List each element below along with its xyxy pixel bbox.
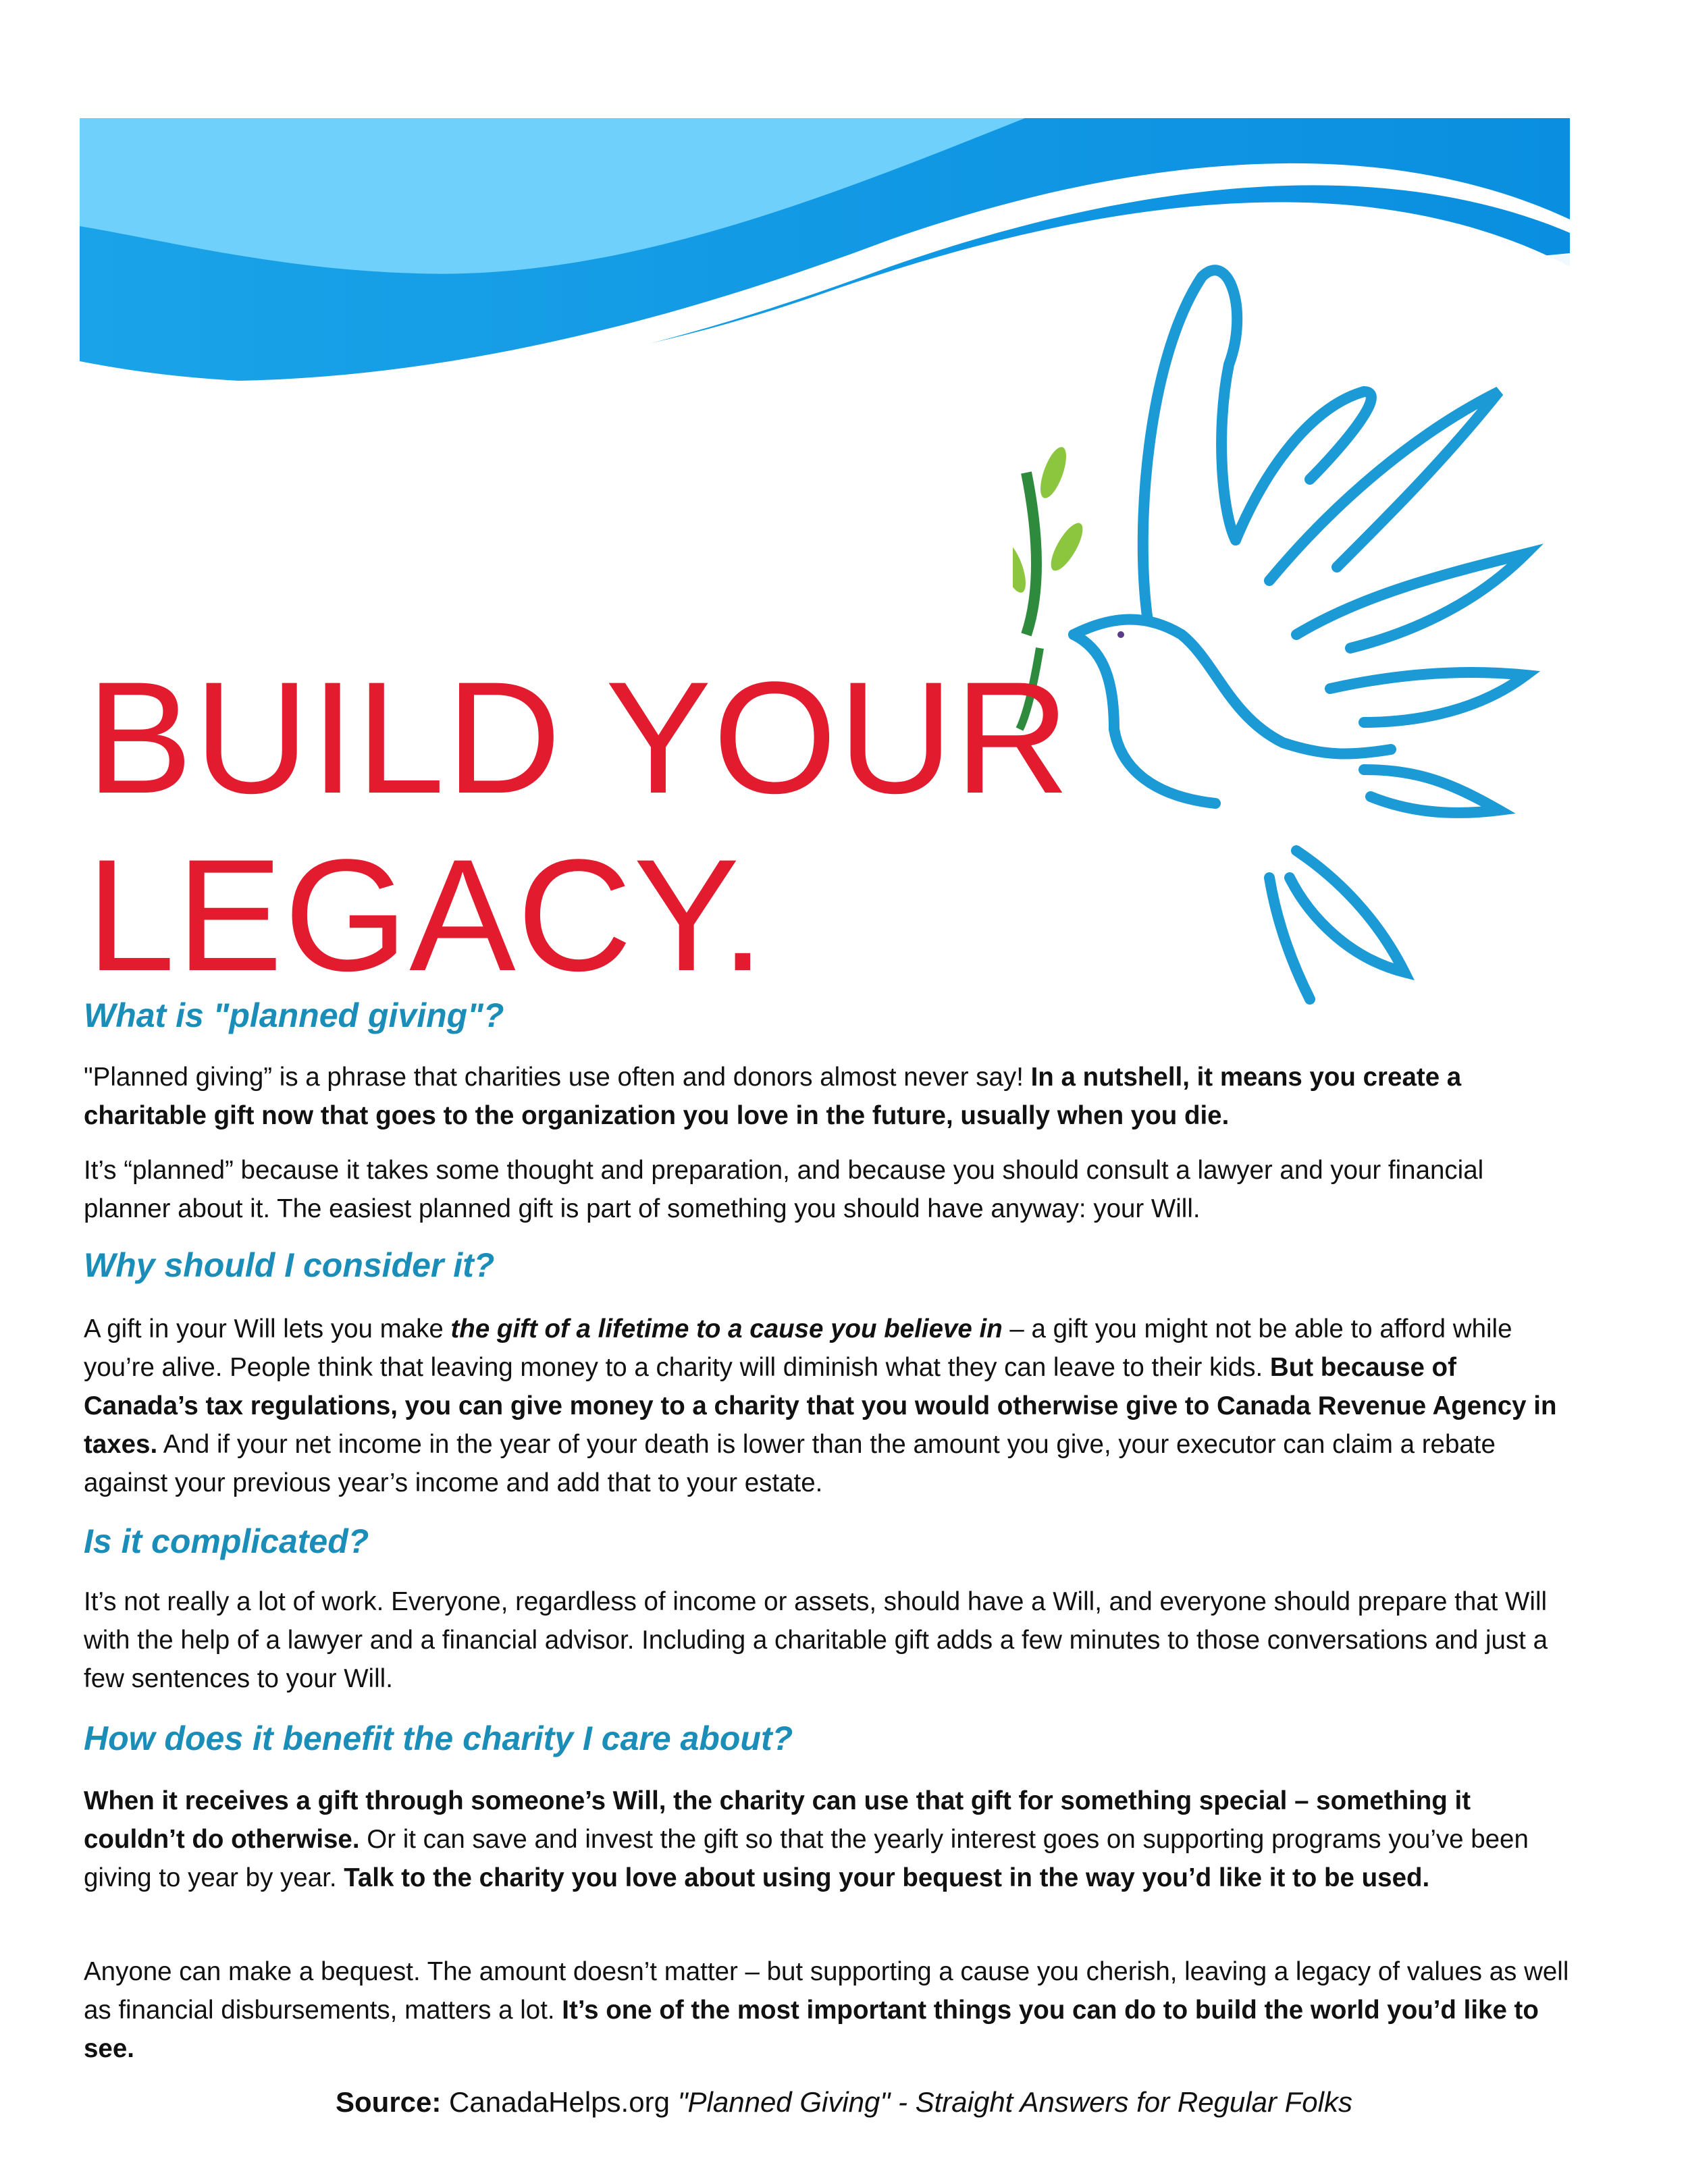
paragraph-planned: It’s “planned” because it takes some thought and preparation, and because you should consult a lawyer and your financial planner about it. The easiest planned gift is part of something you should have anyway: your Will. (84, 1156, 1484, 1223)
title-line-2: LEGACY. (86, 826, 766, 1005)
heading-what-is: What is "planned giving"? (84, 996, 504, 1034)
paragraph-complicated: It’s not really a lot of work. Everyone, regardless of income or assets, should have a Will, and everyone should prepare that Will with the help of a lawyer and a financial advisor. Including a charitable gift adds a few minutes to those conversations and just a few sentences to your Will. (84, 1587, 1548, 1693)
source-citation: Source: CanadaHelps.org "Planned Giving" - Straight Answers for Regular Folks (336, 2086, 1352, 2118)
heading-why: Why should I consider it? (84, 1246, 495, 1284)
title-line-1: BUILD YOUR (86, 649, 1072, 827)
paragraph-definition: "Planned giving” is a phrase that charities use often and donors almost never say! In a nutshell, it means you create a charitable gift now that goes to the organization you love in the future, usually when you die. (84, 1063, 1462, 1130)
heading-complicated: Is it complicated? (84, 1522, 369, 1560)
dove-illustration (1013, 257, 1573, 1006)
heading-benefit: How does it benefit the charity I care about? (84, 1720, 793, 1757)
paragraph-benefit: When it receives a gift through someone’s Will, the charity can use that gift for something special – something it couldn’t do otherwise. Or it can save and invest the gift so that the yearly interest goes on supporting programs you’ve been giving to year by year. Talk to the charity you love about using your bequest in the way you’d like it to be used. (84, 1786, 1529, 1892)
paragraph-why: A gift in your Will lets you make the gift of a lifetime to a cause you believe in – a gift you might not be able to afford while you’re alive. People think that leaving money to a charity will diminish what they can leave to their kids. But because of Canada’s tax regulations, you can give money to a charity that you would otherwise give to Canada Revenue Agency in taxes. And if your net income in the year of your death is lower than the amount you give, your executor can claim a rebate against your previous year’s income and add that to your estate. (84, 1314, 1557, 1497)
paragraph-anyone: Anyone can make a bequest. The amount doesn’t matter – but supporting a cause you cherish, leaving a legacy of values as well as financial disbursements, matters a lot. It’s one of the most important things you can do to build the world you’d like to see. (84, 1957, 1569, 2063)
